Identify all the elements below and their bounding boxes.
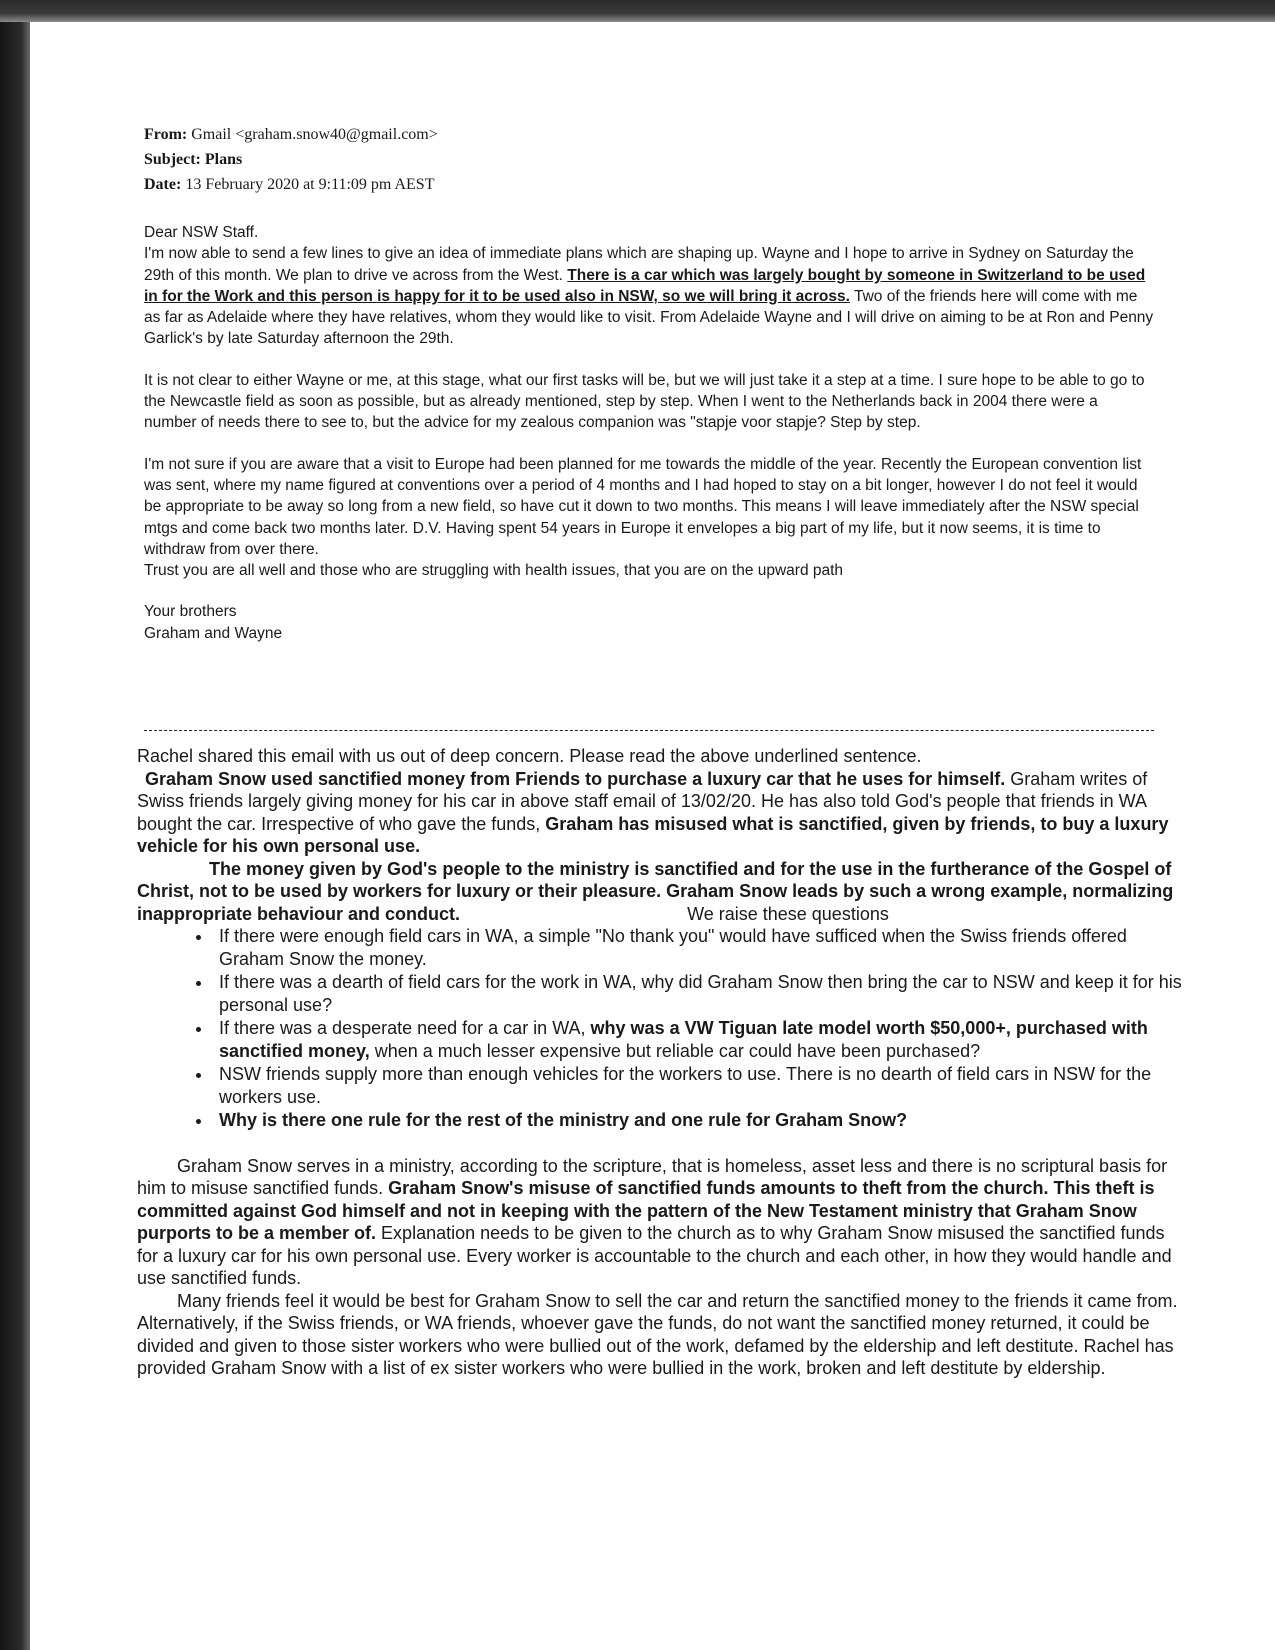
date-value: 13 February 2020 at 9:11:09 pm AEST xyxy=(185,176,435,193)
email-date-line xyxy=(144,172,438,197)
email-header xyxy=(144,122,438,197)
from-value: Gmail <graham.snow40@gmail.com> xyxy=(191,126,438,143)
underlined-sentence: There is a car which was largely bought by someone in Switzerland to be used in for the Work and this person is happy for it to be used also in NSW, so we will bring it across. xyxy=(144,266,1146,305)
list-item: • NSW friends supply more than enough vehicles for the workers to use. There is no dearth of field cars in NSW for the workers use. xyxy=(213,1063,1182,1108)
email-greeting: Dear NSW Staff. xyxy=(144,224,259,241)
email-signoff: Your brothers xyxy=(144,603,237,621)
email-signature: Graham and Wayne xyxy=(144,624,283,642)
questions-list xyxy=(137,925,1182,1132)
email-paragraph-4: Trust you are all well and those who are struggling with health issues, that you are on the upward path xyxy=(144,562,844,580)
scan-border-top xyxy=(0,0,1275,22)
list-item: • If there was a dearth of field cars for the work in WA, why did Graham Snow then bring the car to NSW and keep it for his personal use? xyxy=(213,971,1182,1016)
comment-paragraph-1: Graham Snow used sanctified money from Friends to purchase a luxury car that he uses for himself. Graham writes of Swiss friends largely giving money for his car in above staff email of 13/02/20. He has also told God's people that friends in WA bought the car. Irrespective of who gave the funds, Graham has misused what is sanctified, given by friends, to buy a luxury vehicle for his own personal use. xyxy=(137,768,1169,856)
email-body xyxy=(144,222,1154,644)
list-item: • If there were enough field cars in WA, a simple "No thank you" would have sufficed when the Swiss friends offered Graham Snow the money. xyxy=(213,925,1182,970)
date-label: Date: xyxy=(144,176,182,193)
email-paragraph-3: I'm not sure if you are aware that a visit to Europe had been planned for me towards the middle of the year. Recently the European convention list was sent, where my name figured at conventions over a period of 4 months and I had hoped to stay on a bit longer, however I do not feel it would be appropriate to be away so long from a new field, so have cut it down to two months. This means I will leave immediately after the NSW special mtgs and come back two months later. D.V. Having spent 54 years in Europe it envelopes a big part of my life, but it now seems, it is time to withdraw from over there. xyxy=(144,455,1142,558)
scan-border-left xyxy=(0,22,30,1650)
comment-paragraph-4: Many friends feel it would be best for Graham Snow to sell the car and return the sanctified money to the friends it came from. Alternatively, if the Swiss friends, or WA friends, whoever gave the funds, do not want the sanctified money returned, it could be divided and given to those sister workers who were bullied out of the work, defamed by the eldership and left destitute. Rachel has provided Graham Snow with a list of ex sister workers who were bullied in the work, broken and left destitute by eldership. xyxy=(137,1290,1178,1378)
commentary-section xyxy=(137,745,1182,1380)
comment-intro: Rachel shared this email with us out of deep concern. Please read the above underlined sentence. xyxy=(137,746,922,766)
spacer xyxy=(137,1133,1182,1155)
email-paragraph-1: I'm now able to send a few lines to give an idea of immediate plans which are shaping up. Wayne and I hope to arrive in Sydney on Saturday the 29th of this month. We plan to drive ve across from the West. There is a car which was largely bought by someone in Switzerland to be used in for the Work and this person is happy for it to be used also in NSW, so we will bring it across. Two of the friends here will come with me as far as Adelaide where they have relatives, whom they would like to visit. From Adelaide Wayne and I will drive on aiming to be at Ron and Penny Garlick's by late Saturday afternoon the 29th. xyxy=(144,245,1154,348)
email-subject-line xyxy=(144,147,438,172)
comment-paragraph-2: The money given by God's people to the ministry is sanctified and for the use in the furtherance of the Gospel of Christ, not to be used by workers for luxury or their pleasure. Graham Snow leads by such a wrong example, normalizing inappropriate behaviour and conduct. We raise these questions xyxy=(137,858,1174,924)
comment-paragraph-3: Graham Snow serves in a ministry, according to the scripture, that is homeless, asset less and there is no scriptural basis for him to misuse sanctified funds. Graham Snow's misuse of sanctified funds amounts to theft from the church. This theft is committed against God himself and not in keeping with the pattern of the New Testament ministry that Graham Snow purports to be a member of. Explanation needs to be given to the church as to why Graham Snow misused the sanctified funds for a luxury car for his own personal use. Every worker is accountable to the church and each other, in how they would handle and use sanctified funds. xyxy=(137,1155,1172,1288)
subject-label: Subject: xyxy=(144,151,201,168)
subject-value: Plans xyxy=(204,151,243,168)
list-item: • If there was a desperate need for a car in WA, why was a VW Tiguan late model worth $50,000+, purchased with sanctified money, when a much lesser expensive but reliable car could have been purchased? xyxy=(213,1017,1182,1062)
email-paragraph-2: It is not clear to either Wayne or me, at this stage, what our first tasks will be, but we will just take it a step at a time. I sure hope to be able to go to the Newcastle field as soon as possible, but as already mentioned, step by step. When I went to the Netherlands back in 2004 there were a number of needs there to see to, but the advice for my zealous companion was "stapje voor stapje? Step by step. xyxy=(144,371,1145,432)
dashed-divider xyxy=(144,730,1154,731)
list-item: • Why is there one rule for the rest of the ministry and one rule for Graham Snow? xyxy=(213,1109,1182,1132)
from-label: From: xyxy=(144,126,188,143)
email-from-line xyxy=(144,122,438,147)
